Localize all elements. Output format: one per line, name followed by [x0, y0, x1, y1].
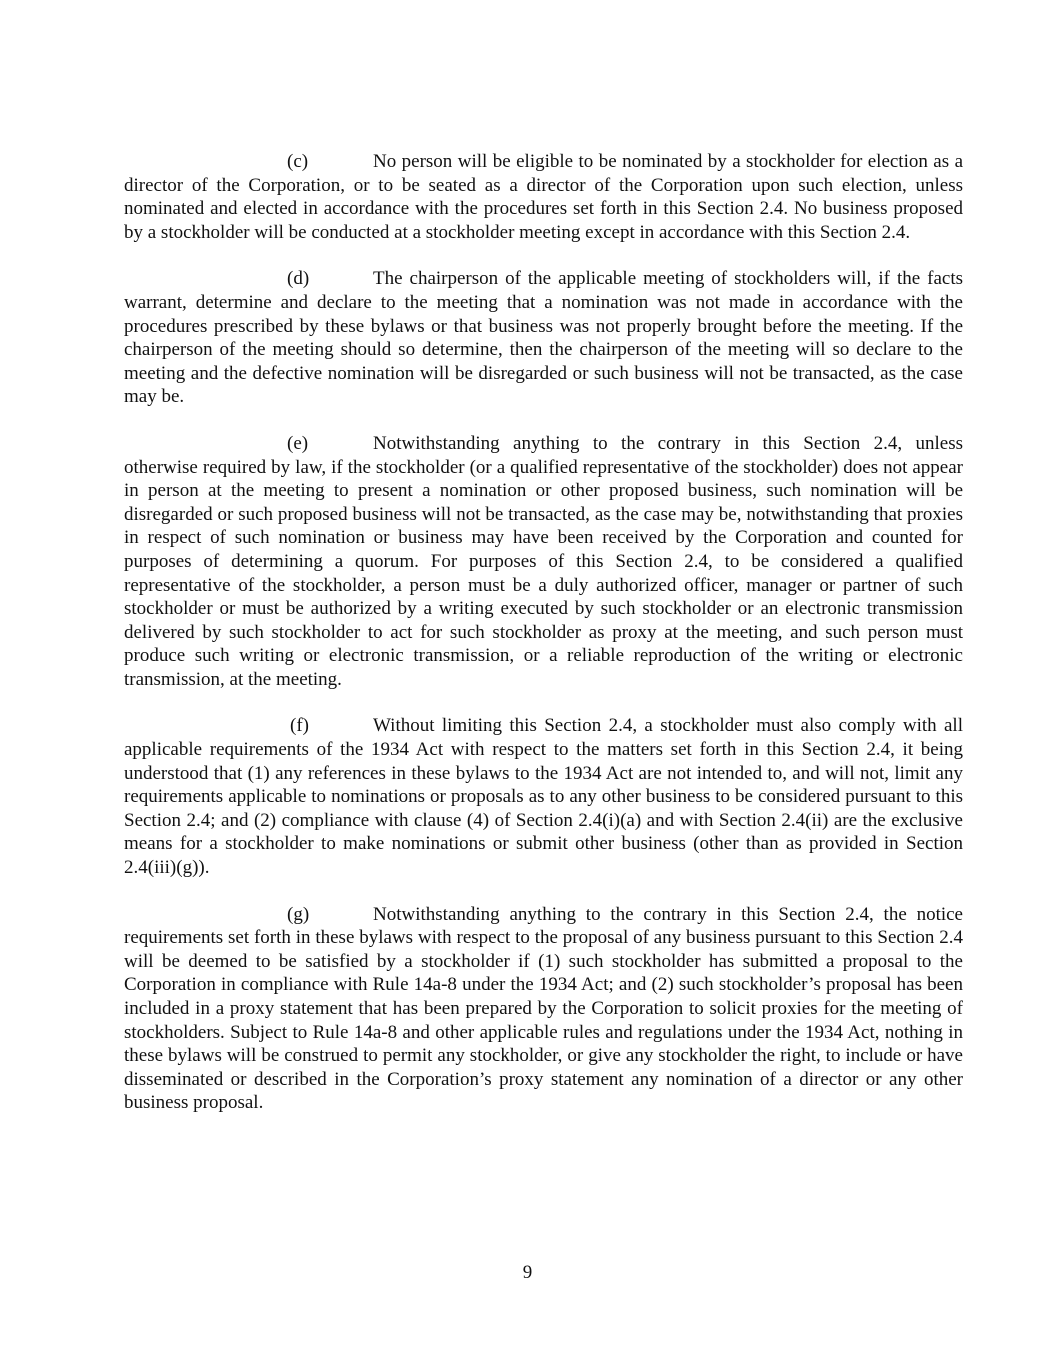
- paragraph-text: Without limiting this Section 2.4, a stockholder must also comply with all applicable requirements of the 1934 Act with respect to the matters set forth in this Section 2.4, it being understood that (1) any references in these bylaws to the 1934 Act are not intended to, and will not, limit any requirements applicable to nominations or proposals as to any other business to be considered pursuant to this Section 2.4; and (2) compliance with clause (4) of Section 2.4(i)(a) and with Section 2.4(ii) are the exclusive means for a stockholder to make nominations or submit other business (other than as provided in Section 2.4(iii)(g)).: [124, 715, 963, 879]
- paragraph-g: [124, 903, 963, 1115]
- body-text: [124, 150, 963, 1138]
- paragraph-marker: (c): [287, 151, 309, 172]
- paragraph-text: Notwithstanding anything to the contrary in this Section 2.4, unless otherwise required by law, if the stockholder (or a qualified representative of the stockholder) does not appear in person at the meeting to present a nomination or other proposed business, such nomination will be disregarded or such proposed business will not be transacted, as the case may be, notwithstanding that proxies in respect of such nomination or business may have been received by the Corporation and counted for purposes of determining a quorum. For purposes of this Section 2.4, to be considered a qualified representative of the stockholder, a person must be a duly authorized officer, manager or partner of such stockholder or must be authorized by a writing executed by such stockholder or an electronic transmission delivered by such stockholder to act for such stockholder as proxy at the meeting, and such person must produce such writing or electronic transmission, or a reliable reproduction of the writing or electronic transmission, at the meeting.: [124, 432, 963, 690]
- paragraph-text: No person will be eligible to be nominated by a stockholder for election as a director of the Corporation, or to be seated as a director of the Corporation upon such election, unless nominated and elected in accordance with the procedures set forth in this Section 2.4. No business proposed by a stockholder will be conducted at a stockholder meeting except in accordance with this Section 2.4.: [124, 151, 963, 243]
- paragraph-text: The chairperson of the applicable meeting of stockholders will, if the facts warrant, determine and declare to the meeting that a nomination was not made in accordance with the procedures prescribed by these bylaws or that business was not properly brought before the meeting. If the chairperson of the meeting should so determine, then the chairperson of the meeting will so declare to the meeting and the defective nomination will be disregarded or such business will not be transacted, as the case may be.: [124, 268, 963, 408]
- paragraph-marker: (g): [287, 903, 310, 925]
- paragraph-f: [124, 714, 963, 879]
- paragraph-e: [124, 432, 963, 692]
- paragraph-marker: (e): [287, 432, 309, 454]
- paragraph-marker: (d): [287, 268, 310, 290]
- page-number: 9: [522, 1262, 533, 1283]
- paragraph-c: [124, 150, 963, 244]
- paragraph-d: [124, 267, 963, 409]
- paragraph-text: Notwithstanding anything to the contrary in this Section 2.4, the notice requirements set forth in these bylaws with respect to the proposal of any business pursuant to this Section 2.4 will be deemed to be satisfied by a stockholder if (1) such stockholder has submitted a proposal to the Corporation in compliance with Rule 14a-8 under the 1934 Act; and (2) such stockholder’s proposal has been included in a proxy statement that has been prepared by the Corporation to solicit proxies for the meeting of stockholders. Subject to Rule 14a-8 and other applicable rules and regulations under the 1934 Act, nothing in these bylaws will be construed to permit any stockholder, or give any stockholder the right, to include or have disseminated or described in the Corporation’s proxy statement any nomination of a director or any other business proposal.: [124, 903, 963, 1114]
- paragraph-marker: (f): [290, 715, 309, 737]
